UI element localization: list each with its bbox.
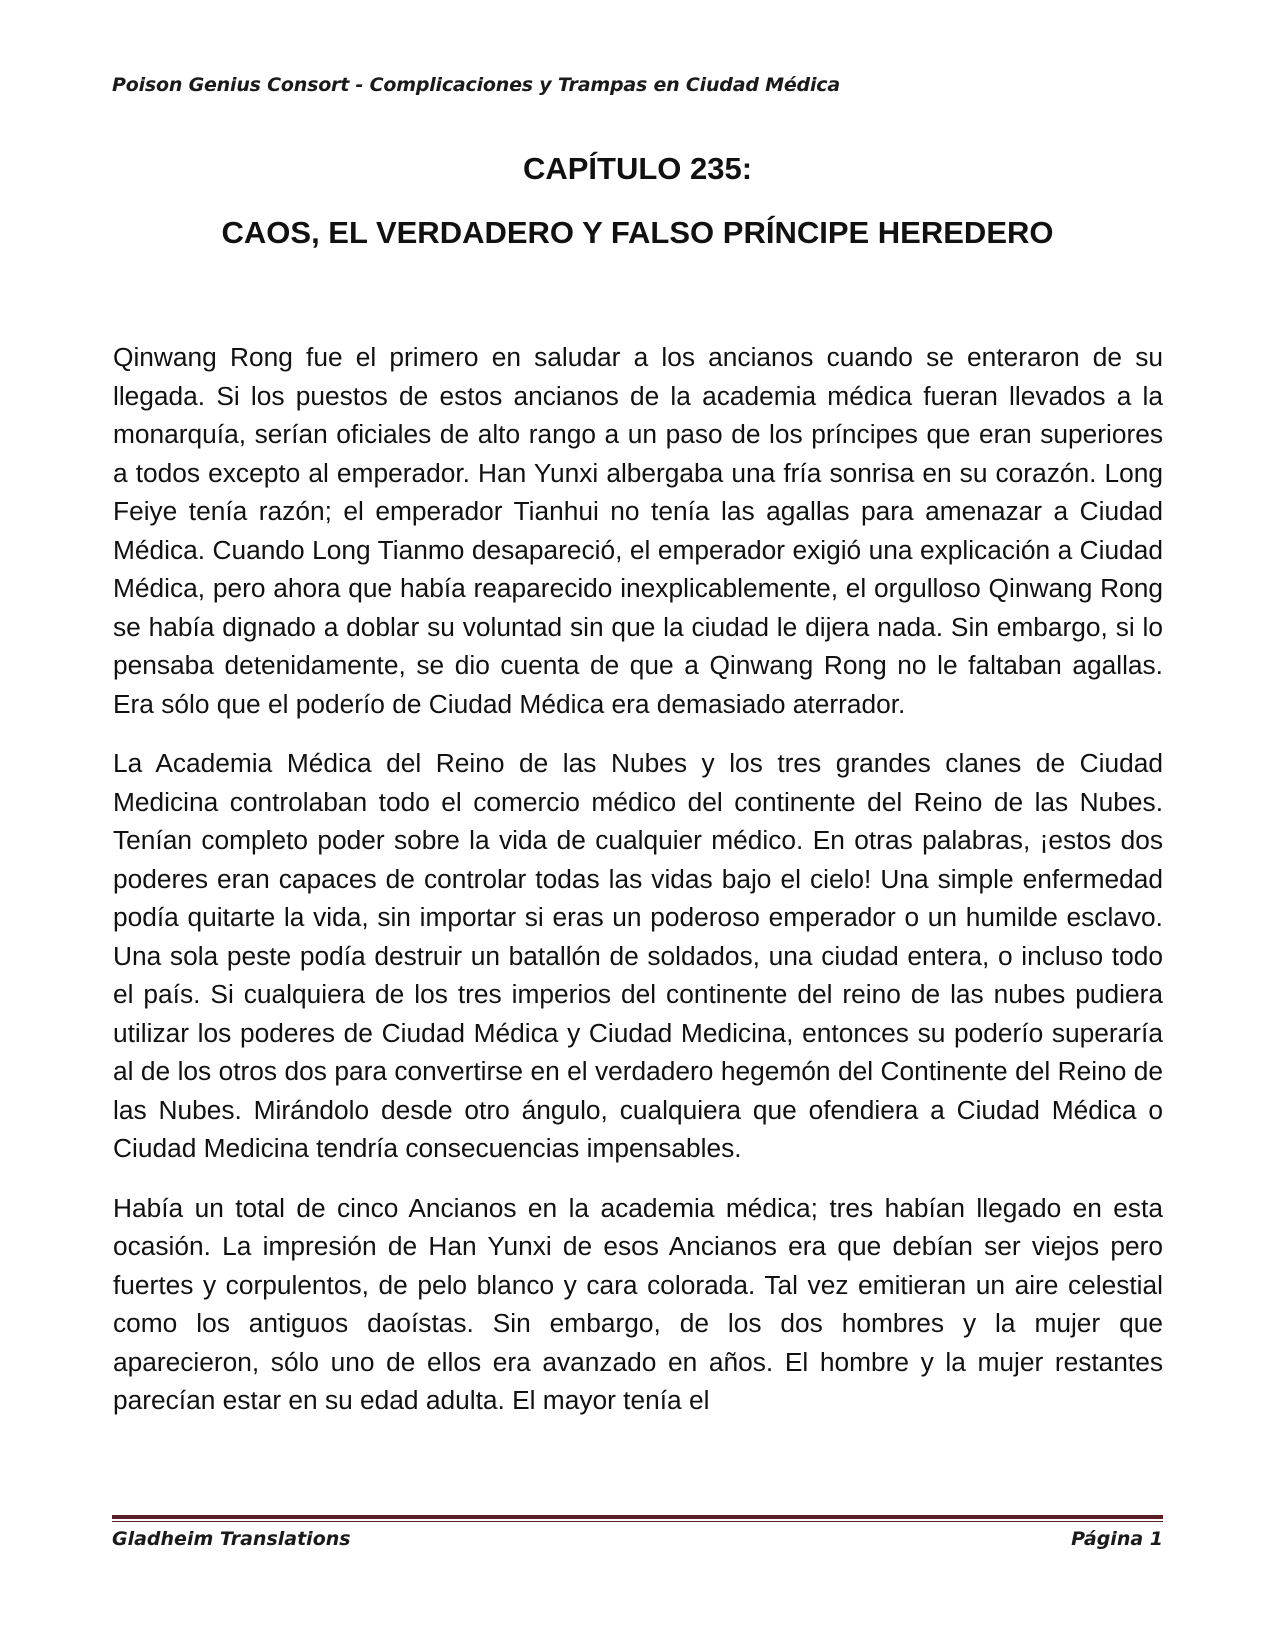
footer-divider-thin <box>112 1521 1163 1522</box>
running-header: Poison Genius Consort - Complicaciones y Trampas en Ciudad Médica <box>112 74 840 96</box>
paragraph-1: Qinwang Rong fue el primero en saludar a los ancianos cuando se enteraron de su llegada. Si los puestos de estos ancianos de la academia médica fueran llevados a la monarquía, serían oficiales de alto rango a un paso de los príncipes que eran superiores a todos excepto al emperador. Han Yunxi albergaba una fría sonrisa en su corazón. Long Feiye tenía razón; el emperador Tianhui no tenía las agallas para amenazar a Ciudad Médica. Cuando Long Tianmo desapareció, el emperador exigió una explicación a Ciudad Médica, pero ahora que había reaparecido inexplicablemente, el orgulloso Qinwang Rong se había dignado a doblar su voluntad sin que la ciudad le dijera nada. Sin embargo, si lo pensaba detenidamente, se dio cuenta de que a Qinwang Rong no le faltaban agallas. Era sólo que el poderío de Ciudad Médica era demasiado aterrador. <box>113 342 1163 719</box>
footer-divider-thick <box>112 1515 1163 1519</box>
footer-publisher: Gladheim Translations <box>112 1528 351 1550</box>
chapter-title: CAOS, EL VERDADERO Y FALSO PRÍNCIPE HEREDERO <box>221 215 1054 250</box>
body-text <box>113 338 1163 1441</box>
paragraph-3: Había un total de cinco Ancianos en la academia médica; tres habían llegado en esta ocasión. La impresión de Han Yunxi de esos Ancianos era que debían ser viejos pero fuertes y corpulentos, de pelo blanco y cara colorada. Tal vez emitieran un aire celestial como los antiguos daoístas. Sin embargo, de los dos hombres y la mujer que aparecieron, sólo uno de ellos era avanzado en años. El hombre y la mujer restantes parecían estar en su edad adulta. El mayor tenía el <box>113 1192 1163 1415</box>
chapter-heading <box>112 150 1163 252</box>
footer-divider <box>112 1515 1163 1521</box>
chapter-number: CAPÍTULO 235: <box>522 151 753 186</box>
footer-page-number: Página 1 <box>1071 1528 1163 1550</box>
paragraph-2: La Academia Médica del Reino de las Nubes y los tres grandes clanes de Ciudad Medicina controlaban todo el comercio médico del continente del Reino de las Nubes. Tenían completo poder sobre la vida de cualquier médico. En otras palabras, ¡estos dos poderes eran capaces de controlar todas las vidas bajo el cielo! Una simple enfermedad podía quitarte la vida, sin importar si eras un poderoso emperador o un humilde esclavo. Una sola peste podía destruir un batallón de soldados, una ciudad entera, o incluso todo el país. Si cualquiera de los tres imperios del continente del reino de las nubes pudiera utilizar los poderes de Ciudad Médica y Ciudad Medicina, entonces su poderío superaría al de los otros dos para convertirse en el verdadero hegemón del Continente del Reino de las Nubes. Mirándolo desde otro ángulo, cualquiera que ofendiera a Ciudad Médica o Ciudad Medicina tendría consecuencias impensables. <box>113 748 1163 1163</box>
